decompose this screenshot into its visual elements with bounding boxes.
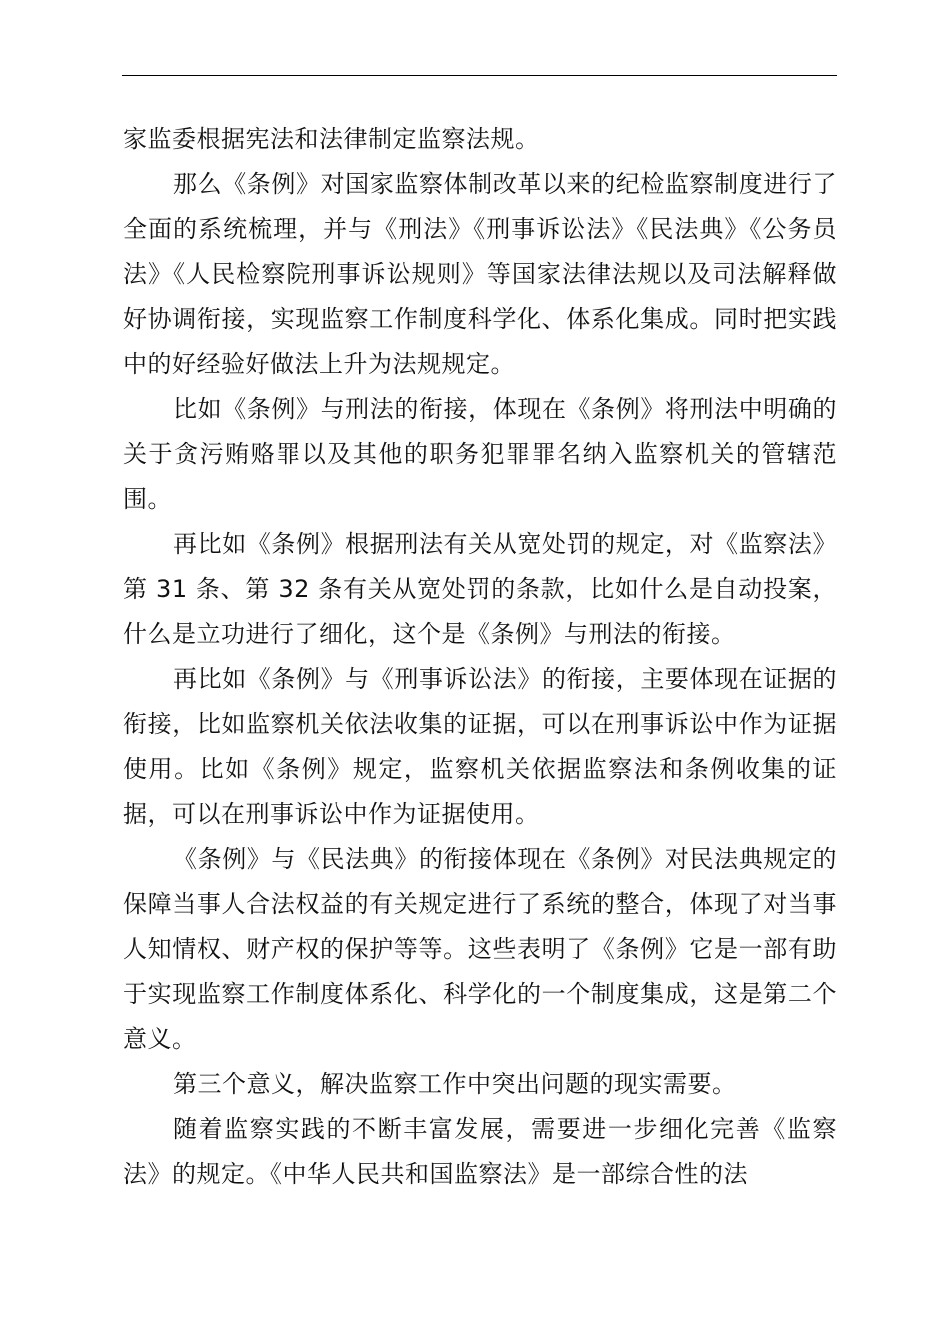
paragraph-4: 再比如《条例》根据刑法有关从宽处罚的规定，对《监察法》第 31 条、第 32 条有关从宽处罚的条款，比如什么是自动投案，什么是立功进行了细化，这个是《条例》与刑法的衔接。 bbox=[123, 530, 837, 648]
paragraph-5: 再比如《条例》与《刑事诉讼法》的衔接，主要体现在证据的衔接，比如监察机关依法收集的证据，可以在刑事诉讼中作为证据使用。比如《条例》规定，监察机关依据监察法和条例收集的证据，可以在刑事诉讼中作为证据使用。 bbox=[123, 665, 837, 828]
paragraph-8: 随着监察实践的不断丰富发展，需要进一步细化完善《监察法》的规定。《中华人民共和国监察法》是一部综合性的法 bbox=[123, 1115, 837, 1188]
paragraph-2: 那么《条例》对国家监察体制改革以来的纪检监察制度进行了全面的系统梳理，并与《刑法》《刑事诉讼法》《民法典》《公务员法》《人民检察院刑事诉讼规则》等国家法律法规以及司法解释做好协调衔接，实现监察工作制度科学化、体系化集成。同时把实践中的好经验好做法上升为法规规定。 bbox=[123, 170, 837, 378]
paragraph-6: 《条例》与《民法典》的衔接体现在《条例》对民法典规定的保障当事人合法权益的有关规定进行了系统的整合，体现了对当事人知情权、财产权的保护等等。这些表明了《条例》它是一部有助于实现监察工作制度体系化、科学化的一个制度集成，这是第二个意义。 bbox=[123, 845, 837, 1053]
paragraph-7: 第三个意义，解决监察工作中突出问题的现实需要。 bbox=[173, 1070, 737, 1098]
paragraph-1: 家监委根据宪法和法律制定监察法规。 bbox=[123, 125, 540, 153]
paragraph-3: 比如《条例》与刑法的衔接，体现在《条例》将刑法中明确的关于贪污贿赂罪以及其他的职务犯罪罪名纳入监察机关的管辖范围。 bbox=[123, 395, 837, 513]
header-rule bbox=[122, 75, 837, 76]
document-body bbox=[123, 117, 837, 1197]
